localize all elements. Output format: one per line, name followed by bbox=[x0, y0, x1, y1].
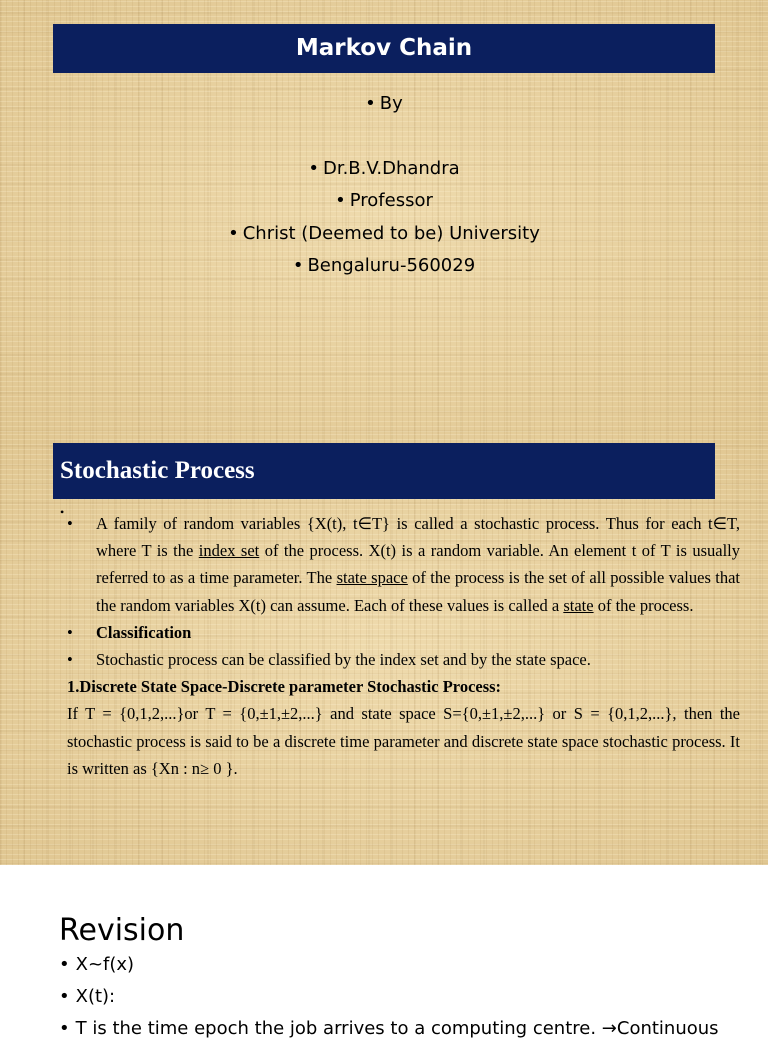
revision-item: • T is the time epoch the job arrives to a computing centre. →Continuous bbox=[59, 1013, 759, 1045]
slide-body bbox=[67, 510, 740, 782]
slide-title-text: Markov Chain bbox=[295, 35, 473, 61]
slide-title bbox=[0, 0, 768, 432]
term-state-space: state space bbox=[336, 568, 408, 588]
slide-title-text: Stochastic Process bbox=[60, 457, 255, 484]
definition-text: of the process. X(t) is a random variable. An element t of T is usually referred to as a time parameter. The bbox=[96, 541, 741, 588]
revision-item: • X(t): bbox=[59, 981, 759, 1013]
author-line-name: • Dr.B.V.Dhandra bbox=[0, 153, 768, 186]
definition-paragraph bbox=[67, 510, 740, 619]
slide-title-bar bbox=[53, 443, 715, 499]
revision-list bbox=[59, 949, 759, 1045]
slide-stochastic-process bbox=[0, 432, 768, 865]
discrete-process-paragraph: If T = {0,1,2,...}or T = {0,±1,±2,...} and state space S={0,±1,±2,...} or S = {0,1,2,...}, then the stochastic process is said to be a discrete time parameter and discrete state space stochastic process. It is written as {Xn : n≥ 0 }. bbox=[67, 704, 740, 778]
definition-text: A family of random variables {X(t), t∈T} is called a stochastic process. Thus for each t∈T, where T is the bbox=[96, 514, 740, 561]
classification-label: Classification bbox=[96, 622, 192, 642]
bullet-marker: • bbox=[67, 622, 73, 642]
bullet-marker: • bbox=[60, 505, 65, 519]
slide-revision bbox=[0, 865, 768, 1039]
author-line-designation: • Professor bbox=[0, 185, 768, 218]
definition-text: of the process is the set of all possible values that the random variables X(t) can assume. Each of these values is called a bbox=[96, 568, 740, 615]
section-subheading: 1.Discrete State Space-Discrete parameter Stochastic Process: bbox=[67, 677, 502, 697]
slide-title-bar bbox=[53, 24, 715, 73]
term-state: state bbox=[563, 595, 594, 615]
bullet-marker: • bbox=[67, 650, 73, 670]
classification-heading bbox=[67, 619, 740, 646]
author-line-location: • Bengaluru-560029 bbox=[0, 250, 768, 283]
author-list bbox=[0, 88, 768, 283]
definition-text: of the process. bbox=[593, 595, 694, 615]
classification-text: Stochastic process can be classified by the index set and by the state space. bbox=[96, 650, 591, 670]
term-index-set: index set bbox=[198, 541, 260, 561]
revision-item: • X~f(x) bbox=[59, 949, 759, 981]
author-line-by: • By bbox=[0, 88, 768, 121]
classification-paragraph bbox=[67, 646, 740, 673]
slide-title-text: Revision bbox=[59, 913, 185, 948]
author-line-institution: • Christ (Deemed to be) University bbox=[0, 218, 768, 251]
bullet-marker: • bbox=[67, 514, 73, 533]
